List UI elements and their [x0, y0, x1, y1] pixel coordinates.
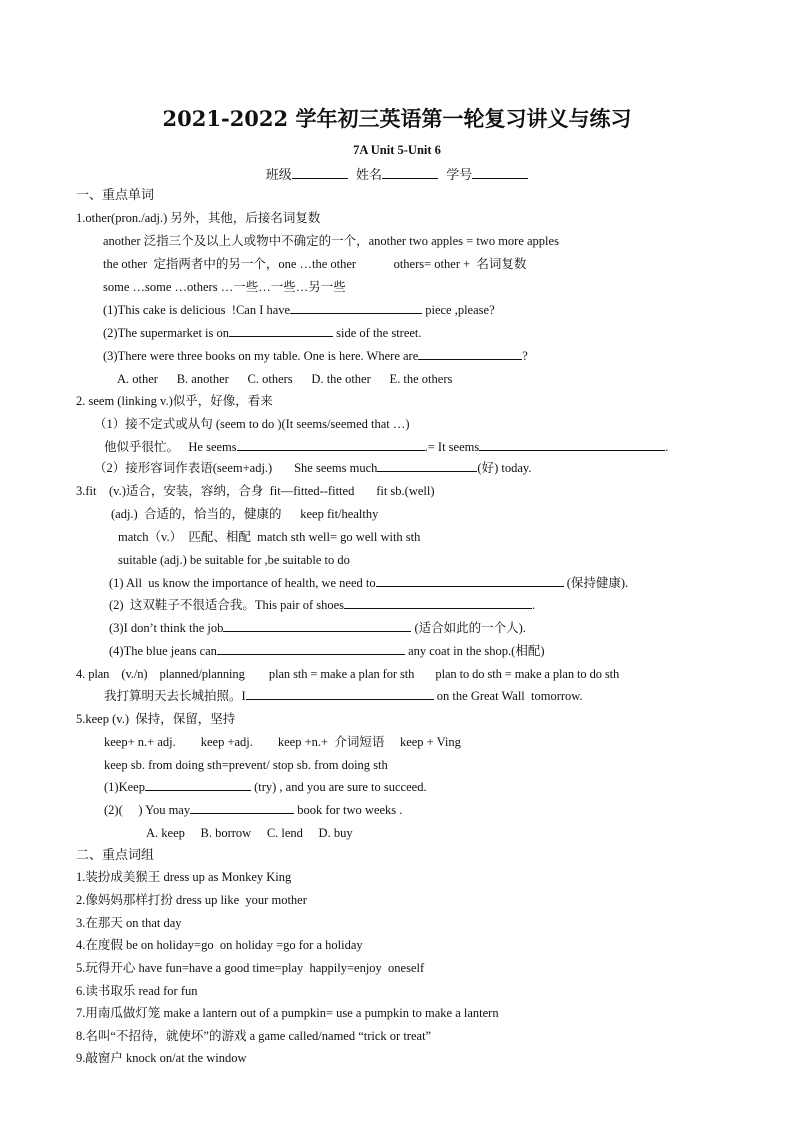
exercise-text: (保持健康).	[563, 576, 629, 590]
exercise-line	[104, 802, 402, 818]
exercise-text: (2)The supermarket is on	[103, 326, 230, 340]
exercise-line	[109, 643, 545, 659]
options-line: A. other B. another C. others D. the other E. the others	[117, 372, 453, 386]
answer-blank[interactable]	[377, 460, 477, 472]
answer-blank[interactable]	[217, 643, 405, 655]
note-line: （1）接不定式或从句 (seem to do )(It seems/seemed that …)	[94, 417, 410, 431]
answer-blank[interactable]	[190, 802, 294, 814]
exercise-line	[104, 439, 668, 455]
exercise-line	[104, 779, 427, 795]
answer-blank[interactable]	[376, 575, 564, 587]
exercise-line	[104, 688, 583, 704]
note-line: another 泛指三个及以上人或物中不确定的一个，another two apples = two more apples	[103, 234, 559, 248]
phrase-item: 7.用南瓜做灯笼 make a lantern out of a pumpkin= use a pumpkin to make a lantern	[76, 1006, 499, 1020]
exercise-text: (4)The blue jeans can	[109, 644, 217, 658]
section-heading-words: 一、重点单词	[76, 187, 155, 202]
exercise-text: on the Great Wall tomorrow.	[433, 689, 583, 703]
exercise-text: book for two weeks .	[294, 803, 403, 817]
phrase-item: 8.名叫“不招待，就使坏”的游戏 a game called/named “trick or treat”	[76, 1029, 432, 1043]
section-heading-phrases: 二、重点词组	[76, 847, 155, 862]
item-heading: 3.fit (v.)适合，安装，容纳，合身 fit—fitted--fitted fit sb.(well)	[76, 484, 435, 498]
exercise-text: 他似乎很忙。 He seems	[104, 440, 237, 454]
exercise-text: ?	[522, 349, 528, 363]
exercise-text: side of the street.	[333, 326, 422, 340]
phrase-item: 5.玩得开心 have fun=have a good time=play happily=enjoy oneself	[76, 961, 425, 975]
answer-blank[interactable]	[229, 325, 333, 337]
note-line: keep sb. from doing sth=prevent/ stop sb. from doing sth	[104, 758, 388, 772]
answer-blank[interactable]	[290, 302, 422, 314]
exercise-line	[109, 575, 628, 591]
note-line: the other 定指两者中的另一个，one …the other others= other + 名词复数	[103, 257, 527, 271]
exercise-text: 我打算明天去长城拍照。I	[104, 689, 246, 703]
exercise-text: （2）接形容词作表语(seem+adj.) She seems much	[94, 461, 378, 475]
id-blank[interactable]	[472, 167, 528, 179]
class-label: 班级	[265, 168, 292, 183]
exercise-text: (1)This cake is delicious !Can I have	[103, 303, 291, 317]
note-line: suitable (adj.) be suitable for ,be suitable to do	[118, 553, 350, 567]
answer-blank[interactable]	[418, 348, 522, 360]
exercise-text: (3)I don’t think the job	[109, 621, 224, 635]
class-blank[interactable]	[292, 167, 348, 179]
item-heading: 1.other(pron./adj.) 另外，其他，后接名词复数	[76, 211, 321, 225]
exercise-text: .	[532, 598, 536, 612]
exercise-text: (2)( ) You may	[104, 803, 191, 817]
document-subtitle: 7A Unit 5-Unit 6	[353, 143, 441, 157]
exercise-line	[109, 597, 535, 613]
exercise-text: (try) , and you are sure to succeed.	[250, 780, 427, 794]
exercise-text: (1)Keep	[104, 780, 145, 794]
student-info-line	[0, 164, 794, 183]
exercise-text: piece ,please?	[422, 303, 495, 317]
exercise-line	[103, 348, 528, 364]
document-title: 2021-2022 学年初三英语第一轮复习讲义与练习	[162, 106, 632, 131]
exercise-line	[109, 620, 526, 636]
exercise-text: (2) 这双鞋子不很适合我。This pair of shoes	[109, 598, 345, 612]
answer-blank[interactable]	[237, 439, 425, 451]
exercise-text: (1) All us know the importance of health, we need to	[109, 576, 376, 590]
options-line: A. keep B. borrow C. lend D. buy	[146, 826, 353, 840]
name-label: 姓名	[355, 168, 382, 183]
phrase-item: 4.在度假 be on holiday=go on holiday =go for a holiday	[76, 938, 363, 952]
exercise-line	[103, 302, 495, 318]
phrase-item: 6.读书取乐 read for fun	[76, 984, 198, 998]
exercise-text: .	[665, 440, 669, 454]
answer-blank[interactable]	[246, 688, 434, 700]
id-label: 学号	[446, 168, 473, 183]
exercise-text: (好) today.	[477, 461, 532, 475]
exercise-line	[103, 325, 422, 341]
note-line: match（v.） 匹配、相配 match sth well= go well with sth	[118, 530, 421, 544]
note-line: (adj.) 合适的，恰当的，健康的 keep fit/healthy	[111, 507, 379, 521]
exercise-text: (适合如此的一个人).	[411, 621, 526, 635]
name-blank[interactable]	[382, 167, 438, 179]
note-line: some …some …others …一些…一些…另一些	[103, 280, 346, 294]
phrase-item: 3.在那天 on that day	[76, 916, 182, 930]
exercise-text: (3)There were three books on my table. One is here. Where are	[103, 349, 419, 363]
note-line: keep+ n.+ adj. keep +adj. keep +n.+ 介词短语 keep + Ving	[104, 735, 461, 749]
phrase-item: 2.像妈妈那样打扮 dress up like your mother	[76, 893, 307, 907]
exercise-text: any coat in the shop.(相配)	[404, 644, 545, 658]
exercise-line	[94, 460, 531, 476]
phrase-item: 1.装扮成美猴王 dress up as Monkey King	[76, 870, 292, 884]
item-heading: 5.keep (v.) 保持，保留，坚持	[76, 712, 236, 726]
phrase-item: 9.敲窗户 knock on/at the window	[76, 1051, 247, 1065]
item-heading: 2. seem (linking v.)似乎，好像，看来	[76, 394, 273, 408]
answer-blank[interactable]	[223, 620, 411, 632]
answer-blank[interactable]	[344, 597, 532, 609]
answer-blank[interactable]	[479, 439, 665, 451]
exercise-text: .= It seems	[424, 440, 480, 454]
item-heading: 4. plan (v./n) planned/planning plan sth = make a plan for sth plan to do sth = make a plan to do sth	[76, 667, 620, 681]
answer-blank[interactable]	[145, 779, 251, 791]
